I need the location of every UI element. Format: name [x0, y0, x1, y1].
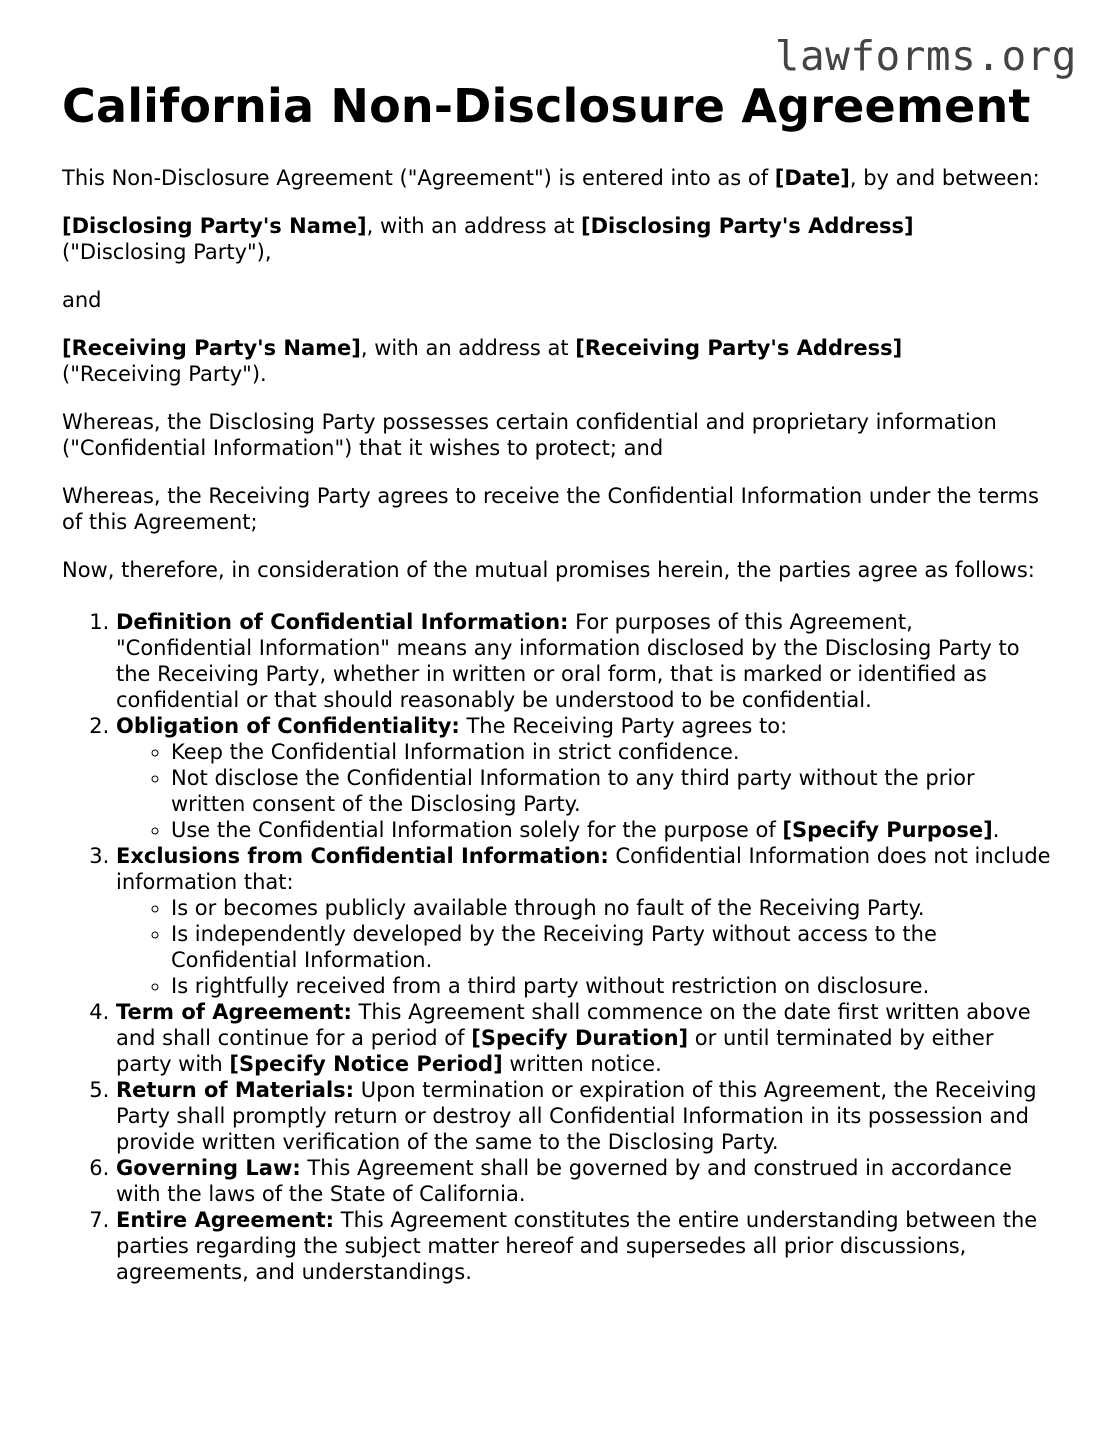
- clauses-list: [62, 609, 1052, 1285]
- whereas-paragraph-2: Whereas, the Receiving Party agrees to receive the Confidential Information under the terms of this Agreement;: [62, 484, 1039, 534]
- clause-term: 4. Term of Agreement: This Agreement shall commence on the date first written above and shall continue for a period of [Specify Duration] or until terminated by either party with [Specify Notice Period] written notice.: [116, 999, 1052, 1077]
- clause-return-materials: 5. Return of Materials: Upon termination or expiration of this Agreement, the Receiving Party shall promptly return or destroy all Confidential Information in its possession and provide written verification of the same to the Disclosing Party.: [116, 1077, 1052, 1155]
- disclosing-party-name: [Disclosing Party's Name]: [62, 214, 367, 238]
- whereas-paragraph-1: Whereas, the Disclosing Party possesses certain confidential and proprietary information ("Confidential Information") that it wishes to protect; and: [62, 410, 997, 460]
- exclusions-sublist: [116, 895, 1052, 999]
- and-paragraph: and: [62, 288, 102, 312]
- date-placeholder: [Date]: [774, 166, 850, 190]
- list-item: ◦ Not disclose the Confidential Information to any third party without the prior written consent of the Disclosing Party.: [171, 765, 1052, 817]
- duration-placeholder: [Specify Duration]: [471, 1026, 689, 1050]
- intro-paragraph: This Non-Disclosure Agreement ("Agreement") is entered into as of [Date], by and between:: [62, 166, 1040, 190]
- now-therefore-paragraph: Now, therefore, in consideration of the mutual promises herein, the parties agree as follows:: [62, 558, 1035, 582]
- disclosing-party-address: [Disclosing Party's Address]: [580, 214, 914, 238]
- site-watermark: lawforms.org: [774, 32, 1077, 80]
- clause-exclusions: 3. Exclusions from Confidential Information: Confidential Information does not include information that: ◦ Is or becomes publicly available through no fault of the Receiving Party. ◦ Is independently developed by the Receiving Party without access to the Confidential Information. ◦ Is rightfully received from a third party without restriction on disclosure.: [116, 843, 1052, 999]
- clause-definition: 1. Definition of Confidential Information: For purposes of this Agreement, "Confidential Information" means any information disclosed by the Disclosing Party to the Receiving Party, whether in written or oral form, that is marked or identified as confidential or that should reasonably be understood to be confidential.: [116, 609, 1052, 713]
- list-item: ◦ Is or becomes publicly available through no fault of the Receiving Party.: [171, 895, 1052, 921]
- clause-governing-law: 6. Governing Law: This Agreement shall be governed by and construed in accordance with the laws of the State of California.: [116, 1155, 1052, 1207]
- list-item: ◦ Use the Confidential Information solely for the purpose of [Specify Purpose].: [171, 817, 1052, 843]
- receiving-party-paragraph: [Receiving Party's Name], with an address at [Receiving Party's Address] ("Receiving Party").: [62, 336, 903, 386]
- purpose-placeholder: [Specify Purpose]: [782, 818, 993, 842]
- notice-period-placeholder: [Specify Notice Period]: [229, 1052, 503, 1076]
- page-title: California Non-Disclosure Agreement: [62, 79, 1031, 133]
- clause-obligation: 2. Obligation of Confidentiality: The Receiving Party agrees to: ◦ Keep the Confidential Information in strict confidence. ◦ Not disclose the Confidential Information to any third party without the prior written consent of the Disclosing Party. ◦ Use the Confidential Information solely for the purpose of [Specify Purpose].: [116, 713, 1052, 843]
- clause-entire-agreement: 7. Entire Agreement: This Agreement constitutes the entire understanding between the parties regarding the subject matter hereof and supersedes all prior discussions, agreements, and understandings.: [116, 1207, 1052, 1285]
- obligation-sublist: [116, 739, 1052, 843]
- disclosing-party-paragraph: [Disclosing Party's Name], with an address at [Disclosing Party's Address] ("Disclosing Party"),: [62, 214, 914, 264]
- list-item: ◦ Is independently developed by the Receiving Party without access to the Confidential Information.: [171, 921, 1052, 973]
- list-item: ◦ Is rightfully received from a third party without restriction on disclosure.: [171, 973, 1052, 999]
- list-item: ◦ Keep the Confidential Information in strict confidence.: [171, 739, 1052, 765]
- receiving-party-address: [Receiving Party's Address]: [575, 336, 903, 360]
- receiving-party-name: [Receiving Party's Name]: [62, 336, 361, 360]
- document-page: [62, 80, 1052, 1285]
